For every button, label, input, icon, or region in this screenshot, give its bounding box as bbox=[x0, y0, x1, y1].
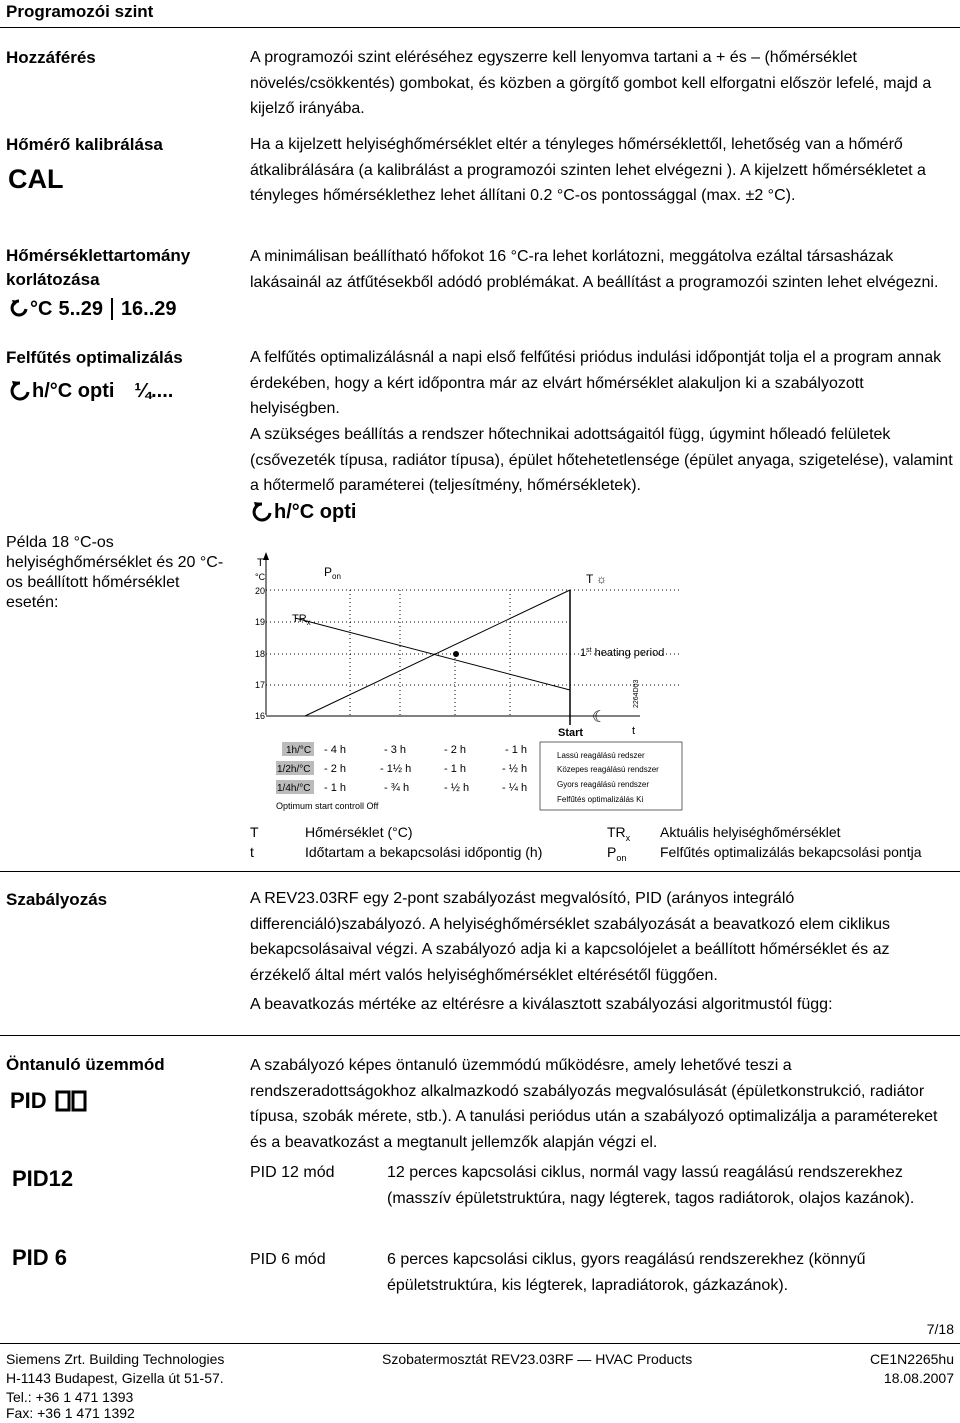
legend-TR-text: Aktuális helyiséghőmérséklet bbox=[660, 824, 841, 840]
optimisation-text-1: A felfűtés optimalizálásnál a napi első felfűtési priódus indulási időpontját tolja el a program annak érdekében, hogy a kért időpontra már az elvárt hőmérséklet alakuljon ki a szabályozott helyiségben. bbox=[250, 349, 942, 417]
section-label-access: Hozzáférés bbox=[6, 48, 96, 67]
page-number: 7/18 bbox=[926, 1321, 954, 1337]
cell: - 1 h bbox=[505, 744, 528, 756]
row-label-2: 1/2h/°C bbox=[277, 764, 311, 775]
cal-display: CAL bbox=[8, 164, 64, 194]
range-unit: °C bbox=[30, 297, 53, 320]
heating-curve bbox=[305, 590, 570, 716]
opti-display bbox=[10, 376, 173, 406]
y-tick-19: 19 bbox=[255, 617, 266, 627]
optimum-off-label: Optimum start controll Off bbox=[276, 801, 379, 811]
control-text-2: A beavatkozás mértéke az eltérésre a kiválasztott szabályozási algoritmustól függ: bbox=[250, 996, 833, 1013]
tr-label: $TR_x$ bbox=[292, 613, 311, 627]
cell: - 1 h bbox=[324, 782, 347, 794]
heating-diagram bbox=[240, 550, 700, 820]
legend-TR-sym: $TR_x$ bbox=[607, 824, 631, 843]
y-arrow bbox=[263, 552, 269, 560]
reaction-3: Gyors reagálású rendszer bbox=[557, 780, 650, 789]
range-text: A minimálisan beállítható hőfokot 16 °C-ra lehet korlátozni, meggátolva ezáltal társasházak lakásainál az átfűtésekből adódó problémákat. A beállítást a programozói szinten lehet elvégezni. bbox=[250, 248, 939, 291]
heating-period-label: 1st heating period bbox=[580, 647, 665, 659]
optimisation-text-2: A szükséges beállítás a rendszer hőtechnikai adottságaitól függ, úgymint hőleadó felületek (csővezeték típusa, radiátor típusa), épület hőtehetetlensége (épület anyaga, szigetelése), valamint a hőtermelő paraméterei (teljesítmény, hőmérsékletek). bbox=[250, 426, 953, 494]
section-label-range: Hőmérséklettartomány korlátozása bbox=[6, 246, 191, 289]
pid6-text: 6 perces kapcsolási ciklus, gyors reagálású rendszerekhez (könnyű épületstruktúra, kis légterek, lapradiátorok, gázkazánok). bbox=[387, 1251, 866, 1294]
header-rule bbox=[0, 27, 960, 28]
legend-P-text: Felfűtés optimalizálás bekapcsolási pontja bbox=[660, 844, 922, 860]
legend-t-text: Időtartam a bekapcsolási időpontig (h) bbox=[305, 844, 543, 860]
section-label-calibration: Hőmérő kalibrálása bbox=[6, 135, 163, 154]
y-tick-17: 17 bbox=[255, 680, 266, 690]
cell: - 1½ h bbox=[380, 763, 412, 775]
clock-hand-icon bbox=[10, 379, 30, 403]
cooling-curve bbox=[295, 618, 570, 690]
row-label-3: 1/4h/°C bbox=[277, 783, 311, 794]
range-b: 16..29 bbox=[120, 297, 177, 320]
section-label-selflearn: Öntanuló üzemmód bbox=[6, 1055, 165, 1074]
y-tick-18: 18 bbox=[255, 649, 266, 659]
range-divider bbox=[111, 298, 113, 320]
opti-label-2: h/°C opti bbox=[274, 500, 357, 523]
cell: - 1 h bbox=[444, 763, 467, 775]
pid6-label: PID 6 mód bbox=[250, 1251, 326, 1268]
legend-T-sym: T bbox=[250, 824, 259, 840]
footer-fax: Fax: +36 1 471 1392 bbox=[6, 1405, 135, 1421]
book-icon bbox=[55, 1089, 87, 1113]
footer-date: 18.08.2007 bbox=[883, 1370, 954, 1386]
y-axis-label: T bbox=[257, 557, 264, 569]
start-label: Start bbox=[558, 727, 584, 739]
control-text-1: A REV23.03RF egy 2-pont szabályozást megvalósító, PID (arányos integráló differenciáló)szabályozó. A helyiséghőmérséklet szabályozását a beavatkozó elem ciklikus bekapcsolásaival végzi. A szabályozó adja ki a kapcsolójelet a beállított hőmérséklet és az érzékelő által mért valós helyiséghőmérséklet eltérésétől függően. bbox=[250, 890, 891, 984]
t-axis-label: t bbox=[632, 725, 636, 737]
footer-product: Szobatermosztát REV23.03RF — HVAC Products bbox=[382, 1351, 693, 1367]
opti-display-2 bbox=[252, 497, 356, 527]
p-on-point bbox=[453, 651, 459, 657]
legend-t-sym: t bbox=[250, 844, 254, 860]
y-unit: °C bbox=[255, 572, 266, 582]
page-title: Programozói szint bbox=[6, 2, 154, 21]
opti-value: ¼.... bbox=[134, 379, 174, 402]
section-label-optimisation: Felfűtés optimalizálás bbox=[6, 348, 183, 367]
reaction-1: Lassú reagálású redszer bbox=[557, 751, 645, 760]
diagram-code: 2264D03 bbox=[633, 679, 640, 708]
opti-label: h/°C opti bbox=[32, 379, 115, 402]
divider bbox=[0, 1035, 960, 1036]
cell: - ½ h bbox=[444, 782, 470, 794]
cell: - 2 h bbox=[324, 763, 347, 775]
calibration-text: Ha a kijelzett helyiséghőmérséklet eltér a tényleges hőmérséklettől, lehetőség van a hőmérő átkalibrálására (a kalibrálást a programozói szinten lehet elvégezni ). A kijelzett hőmérsékletet a tényleges hőmérséklethez lehet állítani 0.2 °C-os pontossággal (max. ±2 °C). bbox=[250, 136, 926, 204]
sun-icon: ☼ bbox=[596, 572, 607, 586]
legend-P-sym: $P_{on}$ bbox=[607, 844, 627, 863]
footer-company: Siemens Zrt. Building Technologies bbox=[6, 1351, 225, 1367]
reaction-2: Közepes reagálású rendszer bbox=[557, 765, 659, 774]
cell: - ¾ h bbox=[384, 782, 410, 794]
footer-rule bbox=[0, 1343, 960, 1344]
cell: - 2 h bbox=[444, 744, 467, 756]
pid12-label: PID 12 mód bbox=[250, 1164, 335, 1181]
pid6-display: PID 6 bbox=[12, 1245, 68, 1270]
row-label-1: 1h/°C bbox=[286, 745, 312, 756]
hand-icon bbox=[10, 298, 28, 320]
footer-tel: Tel.: +36 1 471 1393 bbox=[6, 1389, 134, 1405]
example-label: Példa 18 °C-os helyiséghőmérséklet és 20 °C-os beállított hőmérséklet esetén: bbox=[6, 534, 224, 611]
range-display bbox=[10, 296, 177, 322]
footer-doc: CE1N2265hu bbox=[869, 1351, 954, 1367]
t-sun-label: T bbox=[586, 572, 594, 586]
divider bbox=[0, 871, 960, 872]
cell: - 3 h bbox=[384, 744, 407, 756]
pid-display bbox=[10, 1088, 87, 1114]
reaction-4: Felfűtés optimalizálás Ki bbox=[557, 795, 644, 804]
section-label-control: Szabályozás bbox=[6, 890, 108, 909]
clock-hand-icon bbox=[252, 500, 272, 524]
y-tick-20: 20 bbox=[255, 586, 266, 596]
cell: - ¼ h bbox=[502, 782, 528, 794]
legend-T-text: Hőmérséklet (°C) bbox=[305, 824, 413, 840]
pid12-display: PID12 bbox=[12, 1166, 74, 1191]
moon-icon: ☾ bbox=[592, 709, 607, 726]
footer-address: H-1143 Budapest, Gizella út 51-57. bbox=[6, 1370, 224, 1386]
range-a: 5..29 bbox=[58, 297, 103, 320]
selflearn-text: A szabályozó képes öntanuló üzemmódú működésre, amely lehetővé teszi a rendszeradottságokhoz alkalmazkodó szabályozás megvalósulását (épületkonstrukció, radiátor típusa, szobák mérete, stb.). A tanulási periódus után a szabályozó optimalizálja a paramétereket és a beavatkozást a megtanult jellemzők alapján végzi el. bbox=[250, 1057, 938, 1151]
cell: - 4 h bbox=[324, 744, 347, 756]
y-tick-16: 16 bbox=[255, 711, 266, 721]
pid12-text: 12 perces kapcsolási ciklus, normál vagy lassú reagálású rendszerekhez (masszív épületstruktúra, nagy légterek, tagos radiátorok, olajos kazánok). bbox=[387, 1164, 915, 1207]
pid-text: PID bbox=[10, 1088, 47, 1113]
access-text: A programozói szint eléréséhez egyszerre kell lenyomva tartani a + és – (hőmérséklet növelés/csökkentés) gombokat, és közben a görgítő gombot kell elforgatni először lefelé, majd a kijelző irányába. bbox=[250, 49, 932, 117]
p-on-label: $P_{on}$ bbox=[324, 565, 341, 581]
cell: - ½ h bbox=[502, 763, 528, 775]
